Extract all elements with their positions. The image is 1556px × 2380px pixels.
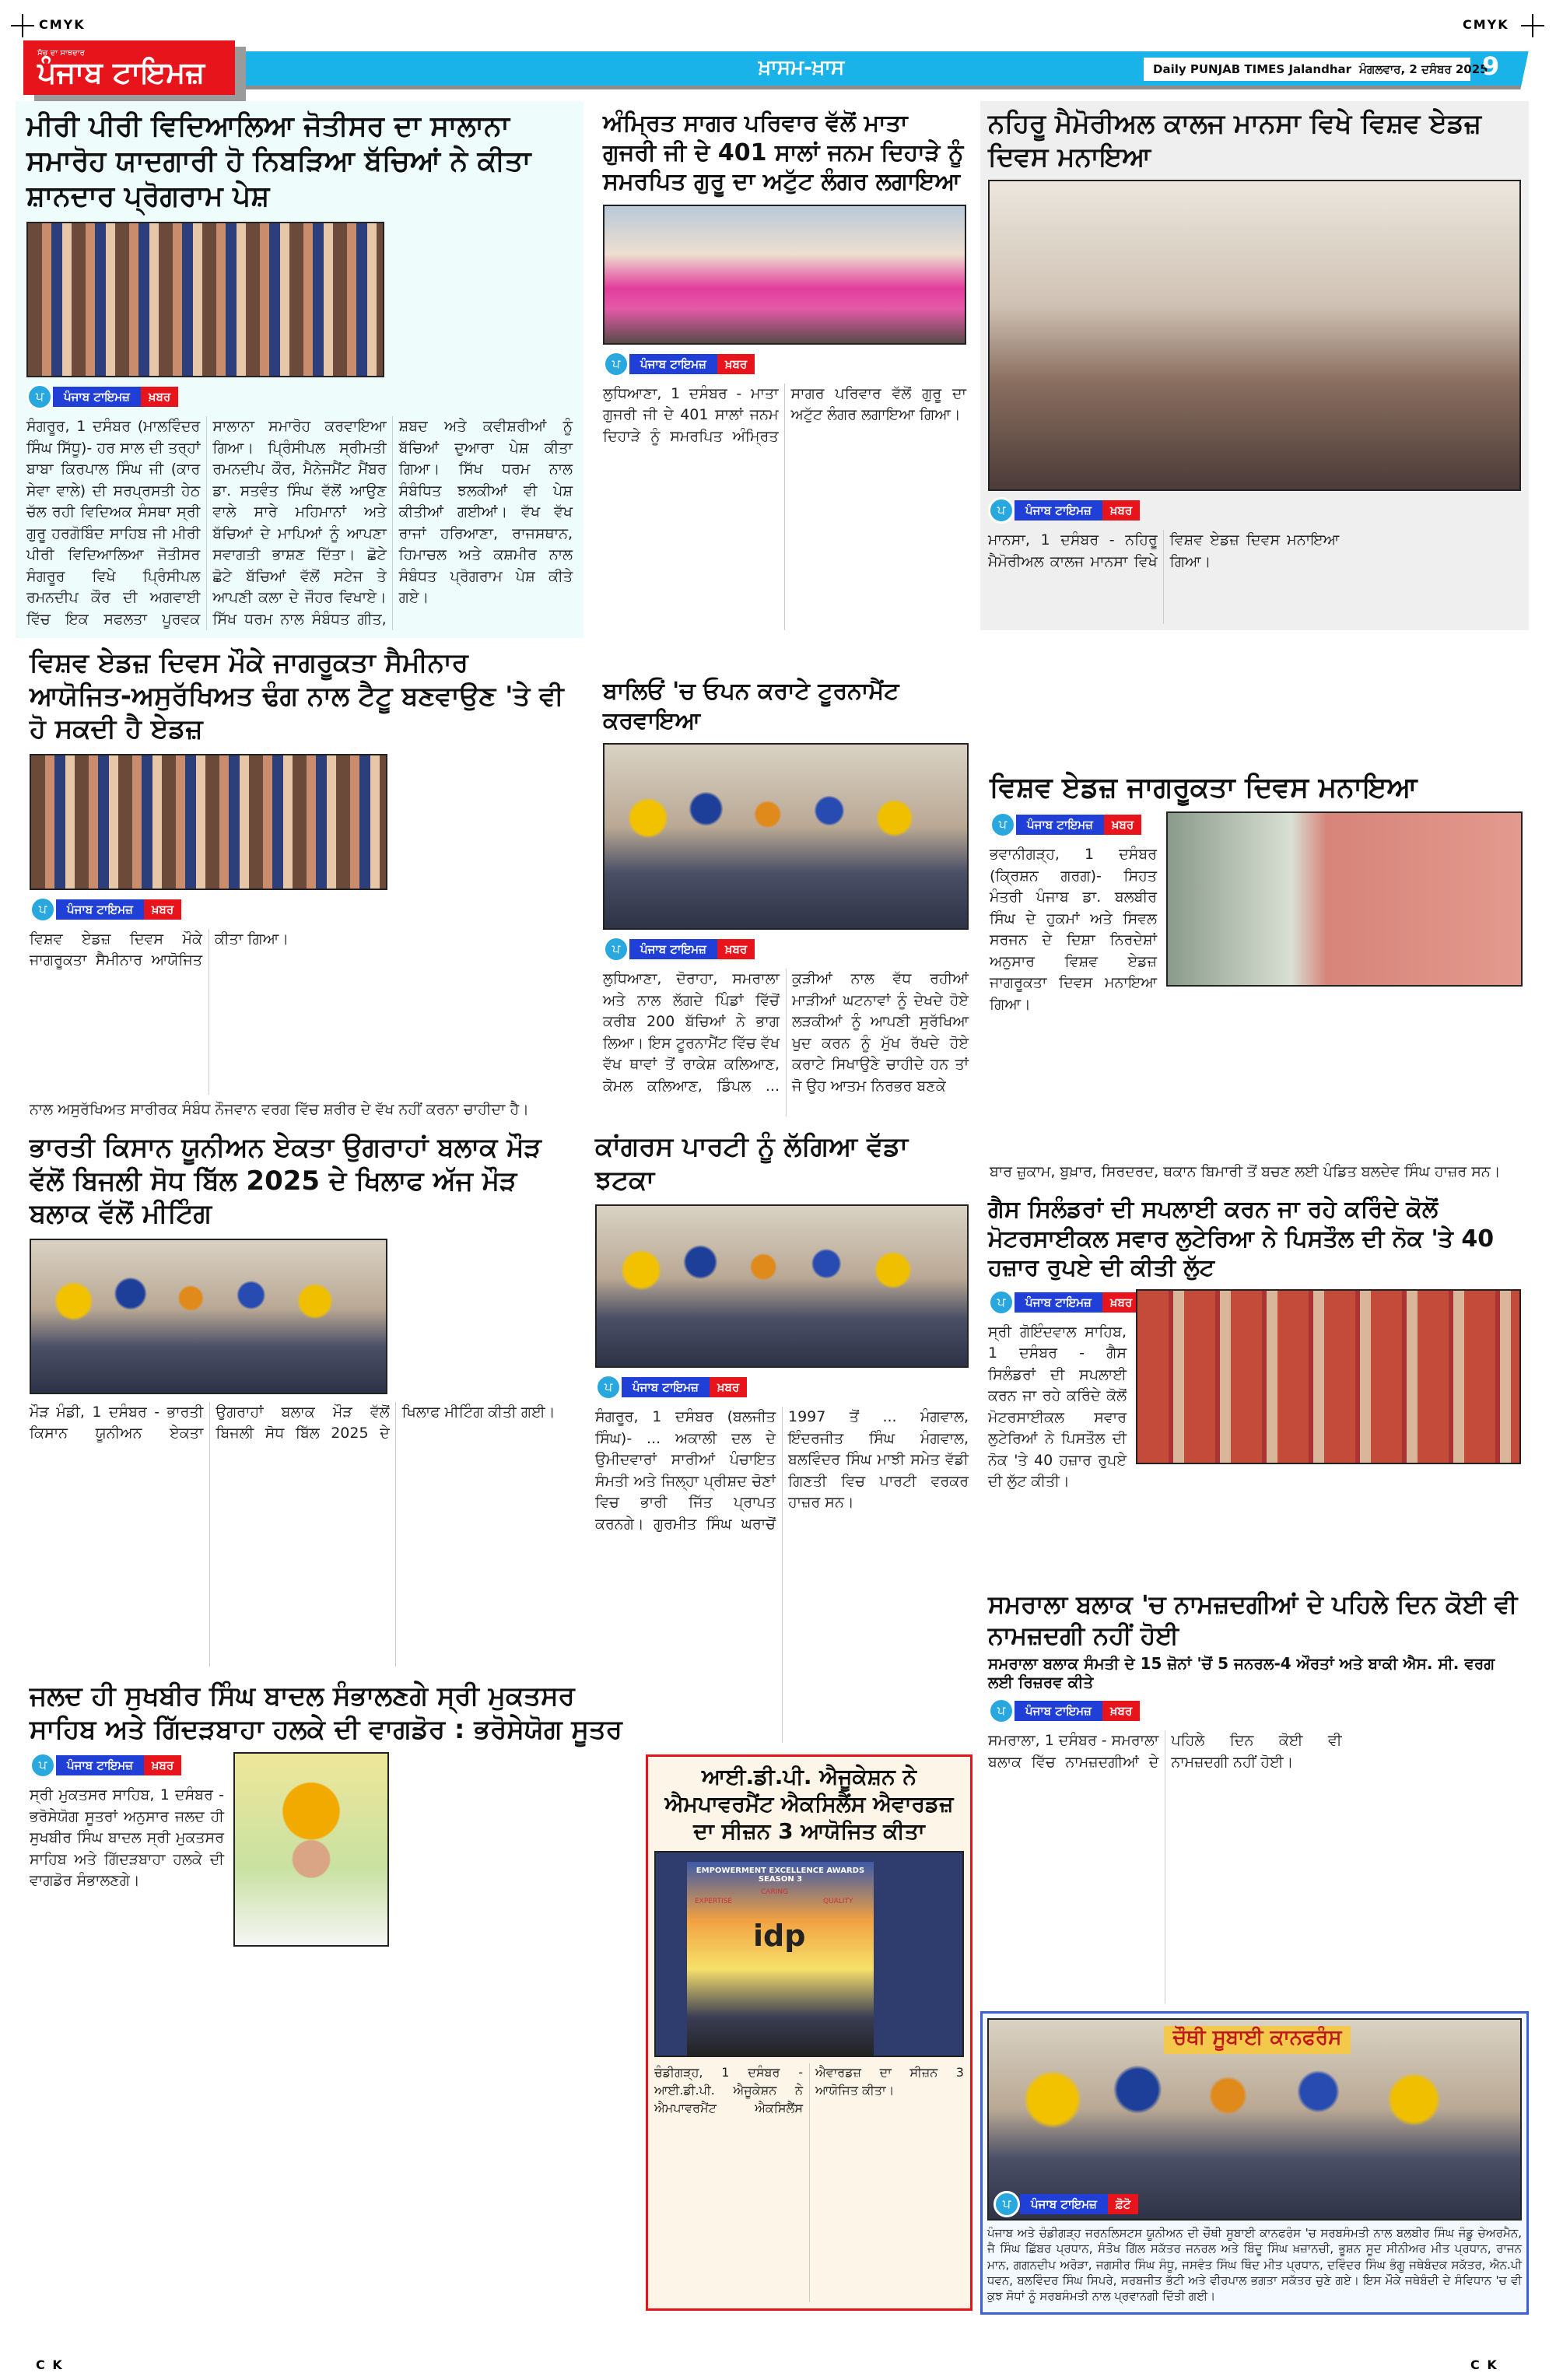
article-body: ਭਵਾਨੀਗੜ੍ਹ, 1 ਦਸੰਬਰ (ਕ੍ਰਿਸ਼ਨ ਗਰਗ)- ਸਿਹਤ ਮੰਤਰੀ ਪੰਜਾਬ ਡਾ. ਬਲਬੀਰ ਸਿੰਘ ਦੇ ਹੁਕਮਾਂ ਅਤੇ ਸਿਵਲ ਸਰਜਨ ਦੇ ਦਿਸ਼ਾ ਨਿਰਦੇਸ਼ਾਂ ਅਨੁਸਾਰ ਵਿਸ਼ਵ ਏਡਜ਼ ਜਾਗਰੂਕਤਾ ਦਿਵਸ ਮਨਾਇਆ ਗਿਆ। — [990, 846, 1157, 1013]
logo-icon: ਪ — [988, 497, 1015, 524]
article-closing: ਨਾਲ ਅਸੁਰੱਖਿਅਤ ਸਾਰੀਰਕ ਸੰਬੰਧ ਨੌਜਵਾਨ ਵਰਗ ਵਿੱਚ ਸ਼ਰੀਰ ਦੇ ਵੱਖ ਨਹੀਂ ਕਰਨਾ ਚਾਹੀਦਾ ਹੈ। — [30, 1101, 529, 1119]
article-body: ਸਮਰਾਲਾ, 1 ਦਸੰਬਰ - ਸਮਰਾਲਾ ਬਲਾਕ ਵਿੱਚ ਨਾਮਜ਼ਦਗੀਆਂ ਦੇ ਪਹਿਲੇ ਦਿਨ ਕੋਈ ਵੀ ਨਾਮਜ਼ਦਗੀ ਨਹੀਂ ਹੋਈ। — [988, 1732, 1342, 1771]
page-number: 9 — [1482, 51, 1500, 81]
cmyk-mark-bottom-right: C K — [1470, 2357, 1498, 2372]
headline: ਭਾਰਤੀ ਕਿਸਾਨ ਯੂਨੀਅਨ ਏਕਤਾ ਉਗਰਾਹਾਂ ਬਲਾਕ ਮੌੜ ਵੱਲੋਂ ਬਿਜਲੀ ਸੋਧ ਬਿੱਲ 2025 ਦੇ ਖਿਲਾਫ ਅੱਜ ਮੌੜ ਬਲਾਕ ਵੱਲੋਂ ਮੀਟਿੰਗ — [30, 1132, 541, 1229]
conference-banner: ਚੌਥੀ ਸੂਬਾਈ ਕਾਨਫਰੰਸ — [1164, 2026, 1351, 2054]
article-congress — [587, 1124, 972, 1747]
date-box — [1144, 58, 1488, 81]
registration-mark — [11, 14, 34, 37]
logo-icon: ਪ — [988, 1698, 1015, 1724]
news-tag: ਪ ਪੰਜਾਬ ਟਾਇਮਜ਼ ਖ਼ਬਰ — [988, 497, 1521, 524]
logo-icon: ਪ — [30, 1752, 56, 1779]
photo — [1136, 1289, 1521, 1464]
headline: ਗੈਸ ਸਿਲੰਡਰਾਂ ਦੀ ਸਪਲਾਈ ਕਰਨ ਜਾ ਰਹੇ ਕਰਿੰਦੇ ਕੋਲੋਂ ਮੋਟਰਸਾਈਕਲ ਸਵਾਰ ਲੁਟੇਰਿਆ ਨੇ ਪਿਸਤੌਲ ਦੀ ਨੋਕ 'ਤੇ 40 ਹਜ਼ਾਰ ਰੁਪਏ ਦੀ ਕੀਤੀ ਲੁੱਟ — [988, 1196, 1495, 1281]
logo-icon: ਪ — [988, 1289, 1015, 1316]
article-bku-meeting — [16, 1128, 584, 1673]
article-body: ਸੰਗਰੂਰ, 1 ਦਸੰਬਰ (ਬਲਜੀਤ ਸਿੰਘ)- ... ਅਕਾਲੀ ਦਲ ਦੇ ਉਮੀਦਵਾਰਾਂ ਸਾਰੀਆਂ ਪੰਚਾਇਤ ਸੰਮਤੀ ਅਤੇ ਜਿਲ੍ਹਾ ਪ੍ਰੀਸ਼ਦ ਚੋਣਾਂ ਵਿਚ ਭਾਰੀ ਜਿੱਤ ਪ੍ਰਾਪਤ ਕਰਨਗੇ। ਗੁਰਮੀਤ ਸਿੰਘ ਘਰਾਚੋਂ 1997 ਤੋਂ ... ਮੰਗਵਾਲ, ਇੰਦਰਜੀਤ ਸਿੰਘ ਮੰਗਵਾਲ, ਬਲਵਿੰਦਰ ਸਿੰਘ ਮਾਝੀ ਸਮੇਤ ਵੱਡੀ ਗਿਣਤੀ ਵਿਚ ਪਾਰਟੀ ਵਰਕਰ ਹਾਜ਼ਰ ਸਨ। — [595, 1408, 969, 1533]
photo-caption: ਪੰਜਾਬ ਅਤੇ ਚੰਡੀਗੜ੍ਹ ਜਰਨਲਿਸਟਸ ਯੂਨੀਅਨ ਦੀ ਚੌਥੀ ਸੂਬਾਈ ਕਾਨਫਰੰਸ 'ਚ ਸਰਬਸੰਮਤੀ ਨਾਲ ਬਲਬੀਰ ਸਿੰਘ ਜੰਡੂ ਚੇਅਰਮੈਨ, ਜੈ ਸਿੰਘ ਛਿੱਬਰ ਪ੍ਰਧਾਨ, ਸੰਤੋਖ ਗਿੱਲ ਸਕੱਤਰ ਜਨਰਲ ਅਤੇ ਬਿੰਦੂ ਸਿੰਘ ਖ਼ਜ਼ਾਨਚੀ, ਭੂਸ਼ਨ ਸੂਦ ਸੀਨੀਅਰ ਮੀਤ ਪ੍ਰਧਾਨ, ਰਾਜਨ ਮਾਨ, ਗਗਨਦੀਪ ਅਰੋੜਾ, ਜਗਸੀਰ ਸਿੰਘ ਸੰਧੂ, ਜਸਵੰਤ ਸਿੰਘ ਥਿੰਦ ਮੀਤ ਪ੍ਰਧਾਨ, ਦਵਿੰਦਰ ਸਿੰਘ ਭੰਗੂ ਜਥੇਬੰਦਕ ਸਕੱਤਰ, ਐਨ.ਪੀ ਧਵਨ, ਬਲਵਿੰਦਰ ਸਿੰਘ ਸਿਪਰੇ, ਸਰਬਜੀਤ ਭੱਟੀ ਅਤੇ ਵੀਰਪਾਲ ਭਗਤਾ ਸਕੱਤਰ ਚੁਣੇ ਗਏ। ਇਸ ਮੌਕੇ ਜਥੇਬੰਦੀ ਦੇ ਸੰਵਿਧਾਨ 'ਚ ਵੀ ਕੁਝ ਸੋਧਾਂ ਨੂੰ ਸਰਬਸੰਮਤੀ ਨਾਲ ਪ੍ਰਵਾਨਗੀ ਦਿੱਤੀ ਗਈ। — [987, 2226, 1522, 2303]
article-body: ਸ੍ਰੀ ਮੁਕਤਸਰ ਸਾਹਿਬ, 1 ਦਸੰਬਰ - ਭਰੋਸੇਯੋਗ ਸੂਤਰਾਂ ਅਨੁਸਾਰ ਜਲਦ ਹੀ ਸੁਖਬੀਰ ਸਿੰਘ ਬਾਦਲ ਸ੍ਰੀ ਮੁਕਤਸਰ ਸਾਹਿਬ ਅਤੇ ਗਿੱਦੜਬਾਹਾ ਹਲਕੇ ਦੀ ਵਾਗਡੋਰ ਸੰਭਾਲਣਗੇ। — [30, 1786, 224, 1890]
photo — [603, 205, 966, 345]
article-body: ਮੌੜ ਮੰਡੀ, 1 ਦਸੰਬਰ - ਭਾਰਤੀ ਕਿਸਾਨ ਯੂਨੀਅਨ ਏਕਤਾ ਉਗਰਾਹਾਂ ਬਲਾਕ ਮੌੜ ਵੱਲੋਂ ਬਿਜਲੀ ਸੋਧ ਬਿੱਲ 2025 ਦੇ ਖਿਲਾਫ ਮੀਟਿੰਗ ਕੀਤੀ ਗਈ। — [30, 1403, 555, 1442]
photo — [988, 180, 1521, 491]
news-tag: ਪ ਪੰਜਾਬ ਟਾਇਮਜ਼ ਖ਼ਬਰ — [603, 351, 966, 377]
news-tag: ਪ ਪੰਜਾਬ ਟਾਇਮਜ਼ ਖ਼ਬਰ — [30, 896, 573, 923]
photo-tag: ਪ ਪੰਜਾਬ ਟਾਇਮਜ਼ ਫ਼ੋਟੋ — [994, 2191, 1138, 2217]
news-tag: ਪ ਪੰਜਾਬ ਟਾਇਮਜ਼ ਖ਼ਬਰ — [988, 1698, 1525, 1724]
article-aids-awareness — [980, 638, 1529, 1186]
logo-icon: ਪ — [990, 811, 1016, 838]
photo — [30, 754, 387, 890]
article-karate — [587, 646, 972, 1120]
paper-name: Daily PUNJAB TIMES Jalandhar — [1153, 62, 1352, 76]
headline: ਵਿਸ਼ਵ ਏਡਜ਼ ਦਿਵਸ ਮੌਕੇ ਜਾਗਰੂਕਤਾ ਸੈਮੀਨਾਰ ਆਯੋਜਿਤ-ਅਸੁਰੱਖਿਅਤ ਢੰਗ ਨਾਲ ਟੈਟੂ ਬਣਵਾਉਣ 'ਤੇ ਵੀ ਹੋ ਸਕਦੀ ਹੈ ਏਡਜ਼ — [30, 647, 564, 745]
photo-portrait — [233, 1752, 389, 1947]
logo-name: ਪੰਜਾਬ ਟਾਇਮਜ਼ — [37, 54, 205, 89]
cmyk-mark-left: CMYK — [39, 17, 86, 32]
cmyk-mark-bottom-left: C K — [36, 2357, 64, 2372]
article-body: ਸੰਗਰੂਰ, 1 ਦਸੰਬਰ (ਮਾਲਵਿੰਦਰ ਸਿੰਘ ਸਿੱਧੂ)- ਹਰ ਸਾਲ ਦੀ ਤਰ੍ਹਾਂ ਬਾਬਾ ਕਿਰਪਾਲ ਸਿੰਘ ਜੀ (ਕਾਰ ਸੇਵਾ ਵਾਲੇ) ਦੀ ਸਰਪ੍ਰਸਤੀ ਹੇਠ ਚੱਲ ਰਹੀ ਵਿਦਿਅਕ ਸੰਸਥਾ ਸ੍ਰੀ ਗੁਰੂ ਹਰਗੋਬਿੰਦ ਸਾਹਿਬ ਜੀ ਮੀਰੀ ਪੀਰੀ ਵਿਦਿਆਲਿਆ ਜੋਤੀਸਰ ਸੰਗਰੂਰ ਵਿਖੇ ਪ੍ਰਿੰਸੀਪਲ ਰਮਨਦੀਪ ਕੌਰ ਦੀ ਅਗਵਾਈ ਵਿੱਚ ਇਕ ਸਫਲਤਾ ਪੂਰਵਕ ਸਾਲਾਨਾ ਸਮਾਰੋਹ ਕਰਵਾਇਆ ਗਿਆ। ਪ੍ਰਿੰਸੀਪਲ ਸ੍ਰੀਮਤੀ ਰਮਨਦੀਪ ਕੌਰ, ਮੈਨੇਜਮੈਂਟ ਮੈਂਬਰ ਡਾ. ਸਤਵੰਤ ਸਿੰਘ ਵੱਲੋਂ ਆਉਣ ਵਾਲੇ ਸਾਰੇ ਮਹਿਮਾਨਾਂ ਅਤੇ ਬੱਚਿਆਂ ਦੇ ਮਾਪਿਆਂ ਨੂੰ ਆਪਣਾ ਸਵਾਗਤੀ ਭਾਸ਼ਣ ਦਿੱਤਾ। ਛੋਟੇ ਛੋਟੇ ਬੱਚਿਆਂ ਵੱਲੋਂ ਸਟੇਜ ਤੇ ਆਪਣੀ ਕਲਾ ਦੇ ਜੌਹਰ ਵਿਖਾਏ। ਸਿੱਖ ਧਰਮ ਨਾਲ ਸੰਬੰਧਤ ਗੀਤ, ਸ਼ਬਦ ਅਤੇ ਕਵੀਸ਼ਰੀਆਂ ਨੂੰ ਬੱਚਿਆਂ ਦੁਆਰਾ ਪੇਸ਼ ਕੀਤਾ ਗਿਆ। ਸਿੱਖ ਧਰਮ ਨਾਲ ਸੰਬੰਧਿਤ ਝਲਕੀਆਂ ਵੀ ਪੇਸ਼ ਕੀਤੀਆਂ ਗਈਆਂ। ਵੱਖ ਵੱਖ ਰਾਜਾਂ ਹਰਿਆਣਾ, ਰਾਜਸਥਾਨ, ਹਿਮਾਚਲ ਅਤੇ ਕਸ਼ਮੀਰ ਨਾਲ ਸੰਬੰਧਤ ਪ੍ਰੋਗਰਾਮ ਪੇਸ਼ ਕੀਤੇ ਗਏ। — [26, 418, 573, 628]
news-tag: ਪ ਪੰਜਾਬ ਟਾਇਮਜ਼ ਖ਼ਬਰ — [30, 1752, 224, 1779]
logo-icon: ਪ — [994, 2191, 1020, 2217]
article-sukhbir — [16, 1677, 638, 2315]
photo-word: CARING — [761, 1888, 789, 1896]
article-miri-piri — [16, 101, 584, 638]
news-tag: ਪ ਪੰਜਾਬ ਟਾਇਮਜ਼ ਖ਼ਬਰ — [26, 384, 573, 410]
issue-date: ਮੰਗਲਵਾਰ, 2 ਦਸੰਬਰ 2025 — [1359, 62, 1488, 76]
section-title: ਖ਼ਾਸਮ-ਖ਼ਾਸ — [758, 56, 845, 79]
logo-icon: ਪ — [26, 384, 53, 410]
news-tag: ਪ ਪੰਜਾਬ ਟਾਇਮਜ਼ ਖ਼ਬਰ — [603, 936, 969, 962]
article-body: ਵਿਸ਼ਵ ਏਡਜ਼ ਦਿਵਸ ਮੌਕੇ ਜਾਗਰੂਕਤਾ ਸੈਮੀਨਾਰ ਆਯੋਜਿਤ ਕੀਤਾ ਗਿਆ। — [30, 930, 289, 969]
headline: ਕਾਂਗਰਸ ਪਾਰਟੀ ਨੂੰ ਲੱਗਿਆ ਵੱਡਾ ਝਟਕਾ — [595, 1131, 909, 1196]
headline: ਅੰਮ੍ਰਿਤ ਸਾਗਰ ਪਰਿਵਾਰ ਵੱਲੋਂ ਮਾਤਾ ਗੁਜਰੀ ਜੀ ਦੇ 401 ਸਾਲਾਂ ਜਨਮ ਦਿਹਾੜੇ ਨੂੰ ਸਮਰਪਿਤ ਗੁਰੂ ਦਾ ਅਟੁੱਟ ਲੰਗਰ ਲਗਾਇਆ — [603, 110, 964, 195]
photo-banner: EMPOWERMENT EXCELLENCE AWARDS SEASON 3 — [696, 1866, 865, 1884]
news-tag: ਪ ਪੰਜਾਬ ਟਾਇਮਜ਼ ਖ਼ਬਰ — [595, 1374, 969, 1400]
headline: ਸਮਰਾਲਾ ਬਲਾਕ 'ਚ ਨਾਮਜ਼ਦਗੀਆਂ ਦੇ ਪਹਿਲੇ ਦਿਨ ਕੋਈ ਵੀ ਨਾਮਜ਼ਦਗੀ ਨਹੀਂ ਹੋਈ — [988, 1590, 1518, 1650]
photo — [26, 222, 384, 377]
logo-icon: ਪ — [603, 936, 629, 962]
article-body: ਚੰਡੀਗੜ੍ਹ, 1 ਦਸੰਬਰ - ਆਈ.ਡੀ.ਪੀ. ਐਜੂਕੇਸ਼ਨ ਨੇ ਐਮਪਾਵਰਮੈਂਟ ਐਕਸਿਲੈਂਸ ਐਵਾਰਡਜ਼ ਦਾ ਸੀਜ਼ਨ 3 ਆਯੋਜਿਤ ਕੀਤਾ। — [654, 2065, 964, 2116]
headline: ਬਾਲਿਓਂ 'ਚ ਓਪਨ ਕਰਾਟੇ ਟੂਰਨਾਮੈਂਟ ਕਰਵਾਇਆ — [603, 678, 899, 734]
article-samrala — [980, 1587, 1529, 2007]
registration-mark — [1521, 14, 1544, 37]
photo — [30, 1239, 387, 1394]
subheadline: ਸਮਰਾਲਾ ਬਲਾਕ ਸੰਮਤੀ ਦੇ 15 ਜ਼ੋਨਾਂ 'ਚੋਂ 5 ਜਨਰਲ-4 ਔਰਤਾਂ ਅਤੇ ਬਾਕੀ ਐਸ. ਸੀ. ਵਰਗ ਲਈ ਰਿਜ਼ਰਵ ਕੀਤੇ — [988, 1654, 1495, 1691]
article-body: ਸ੍ਰੀ ਗੋਇੰਦਵਾਲ ਸਾਹਿਬ, 1 ਦਸੰਬਰ - ਗੈਸ ਸਿਲੰਡਰਾਂ ਦੀ ਸਪਲਾਈ ਕਰਨ ਜਾ ਰਹੇ ਕਰਿੰਦੇ ਕੋਲੋਂ ਮੋਟਰਸਾਈਕਲ ਸਵਾਰ ਲੁਟੇਰਿਆਂ ਨੇ ਪਿਸਤੌਲ ਦੀ ਨੋਕ 'ਤੇ 40 ਹਜ਼ਾਰ ਰੁਪਏ ਦੀ ਲੁੱਟ ਕੀਤੀ। — [988, 1323, 1127, 1491]
photo — [603, 743, 969, 930]
photo — [595, 1204, 969, 1368]
logo-tagline: ਸੱਚ ਦਾ ਸਾਥਦਾਰ — [37, 48, 85, 58]
article-journalists-photo — [980, 2011, 1529, 2315]
article-closing: ਬਾਰ ਜ਼ੁਕਾਮ, ਬੁਖ਼ਾਰ, ਸਿਰਦਰਦ, ਥਕਾਨ ਬਿਮਾਰੀ ਤੋਂ ਬਚਣ ਲਈ ਪੰਡਿਤ ਬਲਦੇਵ ਸਿੰਘ ਹਾਜ਼ਰ ਸਨ। — [990, 1163, 1501, 1181]
headline: ਵਿਸ਼ਵ ਏਡਜ਼ ਜਾਗਰੂਕਤਾ ਦਿਵਸ ਮਨਾਇਆ — [990, 772, 1418, 804]
headline: ਆਈ.ਡੀ.ਪੀ. ਐਜੂਕੇਸ਼ਨ ਨੇ ਐਮਪਾਵਰਮੈਂਟ ਐਕਸਿਲੈਂਸ ਐਵਾਰਡਜ਼ ਦਾ ਸੀਜ਼ਨ 3 ਆਯੋਜਿਤ ਕੀਤਾ — [664, 1764, 954, 1844]
logo-icon: ਪ — [595, 1374, 622, 1400]
cmyk-mark-right: CMYK — [1463, 17, 1509, 32]
article-nehru-college — [980, 101, 1529, 630]
article-aids-seminar — [16, 642, 584, 1124]
logo-icon: ਪ — [603, 351, 629, 377]
article-gas-loot — [980, 1190, 1529, 1587]
idp-logo: idp — [753, 1919, 806, 1953]
headline: ਨਹਿਰੂ ਮੈਮੋਰੀਅਲ ਕਾਲਜ ਮਾਨਸਾ ਵਿਖੇ ਵਿਸ਼ਵ ਏਡਜ਼ ਦਿਵਸ ਮਨਾਇਆ — [988, 108, 1482, 173]
article-langar — [587, 101, 972, 638]
photo — [654, 1851, 964, 2057]
logo-icon: ਪ — [30, 896, 56, 923]
article-body: ਲੁਧਿਆਣਾ, 1 ਦਸੰਬਰ - ਮਾਤਾ ਗੁਜਰੀ ਜੀ ਦੇ 401 ਸਾਲਾਂ ਜਨਮ ਦਿਹਾੜੇ ਨੂੰ ਸਮਰਪਿਤ ਅੰਮ੍ਰਿਤ ਸਾਗਰ ਪਰਿਵਾਰ ਵੱਲੋਂ ਗੁਰੂ ਦਾ ਅਟੁੱਟ ਲੰਗਰ ਲਗਾਇਆ ਗਿਆ। — [603, 384, 966, 445]
headline: ਜਲਦ ਹੀ ਸੁਖਬੀਰ ਸਿੰਘ ਬਾਦਲ ਸੰਭਾਲਣਗੇ ਸ੍ਰੀ ਮੁਕਤਸਰ ਸਾਹਿਬ ਅਤੇ ਗਿੱਦੜਬਾਹਾ ਹਲਕੇ ਦੀ ਵਾਗਡੋਰ : ਭਰੋਸੇਯੋਗ ਸੂਤਰ — [30, 1681, 622, 1745]
article-body: ਮਾਨਸਾ, 1 ਦਸੰਬਰ - ਨਹਿਰੂ ਮੈਮੋਰੀਅਲ ਕਾਲਜ ਮਾਨਸਾ ਵਿਖੇ ਵਿਸ਼ਵ ਏਡਜ਼ ਦਿਵਸ ਮਨਾਇਆ ਗਿਆ। — [988, 531, 1340, 570]
photo-word: EXPERTISE — [695, 1898, 733, 1905]
article-idp — [646, 1754, 972, 2311]
photo — [987, 2018, 1522, 2221]
headline: ਮੀਰੀ ਪੀਰੀ ਵਿਦਿਆਲਿਆ ਜੋਤੀਸਰ ਦਾ ਸਾਲਾਨਾ ਸਮਾਰੋਹ ਯਾਦਗਾਰੀ ਹੋ ਨਿਬੜਿਆ ਬੱਚਿਆਂ ਨੇ ਕੀਤਾ ਸ਼ਾਨਦਾਰ ਪ੍ਰੋਗਰਾਮ ਪੇਸ਼ — [26, 110, 531, 212]
photo — [1166, 811, 1523, 987]
news-tag: ਪ ਪੰਜਾਬ ਟਾਇਮਜ਼ ਖ਼ਬਰ — [990, 811, 1157, 838]
photo-word: QUALITY — [823, 1898, 853, 1905]
article-body: ਲੁਧਿਆਣਾ, ਦੋਰਾਹਾ, ਸਮਰਾਲਾ ਅਤੇ ਨਾਲ ਲੱਗਦੇ ਪਿੰਡਾਂ ਵਿੱਚੋਂ ਕਰੀਬ 200 ਬੱਚਿਆਂ ਨੇ ਭਾਗ ਲਿਆ। ਇਸ ਟੂਰਨਾਮੈਂਟ ਵਿੱਚ ਵੱਖ ਵੱਖ ਥਾਵਾਂ ਤੋਂ ਰਾਕੇਸ਼ ਕਲਿਆਣ, ਕੋਮਲ ਕਲਿਆਣ, ਡਿੰਪਲ ... ਕੁੜੀਆਂ ਨਾਲ ਵੱਧ ਰਹੀਆਂ ਮਾੜੀਆਂ ਘਟਨਾਵਾਂ ਨੂੰ ਦੇਖਦੇ ਹੋਏ ਲੜਕੀਆਂ ਨੂੰ ਆਪਣੀ ਸੁਰੱਖਿਆ ਖੁਦ ਕਰਨ ਨੂੰ ਮੁੱਖ ਰੱਖਦੇ ਹੋਏ ਕਰਾਟੇ ਸਿਖਾਉਣੇ ਚਾਹੀਦੇ ਹਨ ਤਾਂ ਜੋ ਉਹ ਆਤਮ ਨਿਰਭਰ ਬਣਕੇ — [603, 970, 969, 1095]
newspaper-logo — [23, 40, 235, 95]
news-tag: ਪ ਪੰਜਾਬ ਟਾਇਮਜ਼ ਖ਼ਬਰ — [988, 1289, 1127, 1316]
